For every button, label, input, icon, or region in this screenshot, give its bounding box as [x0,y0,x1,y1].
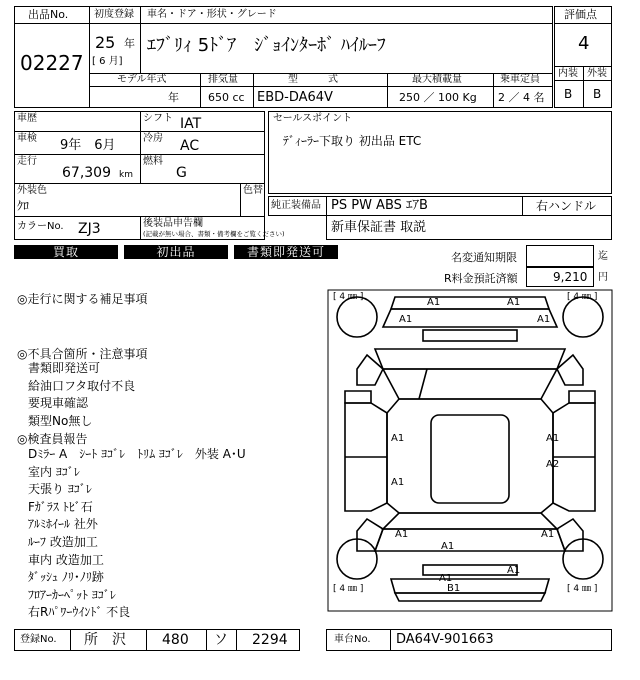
damage-mark: A1 [507,565,521,576]
wheel-front-left [337,297,377,337]
mileage-unit: km [119,170,133,180]
model-type: EBD-DA64V [257,90,333,105]
name-change-deadline-label: 名変通知期限 [451,251,517,264]
name-change-deadline-unit: 迄 [598,251,608,262]
inspector-item: ﾌﾛｱｰｶｰﾍﾟｯﾄ ﾖｺﾞﾚ [28,587,116,602]
sales-point-value: ﾃﾞｨｰﾗｰ下取り 初出品 ETC [283,134,422,148]
spec-divider-4 [493,73,494,108]
car-name-label: 車名・ドア・形状・グレード [147,9,277,20]
history-label: 車歴 [17,113,37,124]
chassis-number: DA64V-901663 [396,632,494,647]
ac-value: AC [180,138,200,154]
badge-documents-ready: 書類即発送可 [234,245,338,259]
defect-item: 書類即発送可 [28,361,101,375]
mileage-row-line [14,183,265,184]
spec-label-line [89,86,553,87]
reg-divider-3 [206,629,207,651]
car-diagram-svg [327,289,613,612]
tire-depth-rear-right: [ 4 ㎜ ] [567,584,598,594]
first-reg-label: 初度登録 [94,9,134,20]
mileage-label: 走行 [17,156,37,167]
damage-mark: A2 [546,459,560,470]
max-load: 250 ／ 100 Kg [399,91,477,104]
capacity: 2 ／ 4 名 [498,91,545,104]
front-bumper [391,297,549,309]
inspector-item: 室内 ﾖｺﾞﾚ [28,464,80,479]
color-no-value: ZJ3 [78,221,101,237]
defect-item: 要現車確認 [28,396,89,411]
rear-skirt [395,593,545,601]
registration-class: 480 [162,632,189,648]
lot-label: 出品No. [28,8,69,21]
inspector-item: 車内 改造加工 [28,552,104,567]
fuel-value: G [176,165,187,181]
spec-divider-1 [200,73,201,108]
exterior-grade: B [593,87,602,101]
defects-header: ◎不具合箇所・注意事項 [17,347,148,361]
ac-label: 冷房 [143,133,163,144]
wheel-front-right [563,297,603,337]
sales-point-label: セールスポイント [273,113,353,124]
recycle-fee-label: R料金預託済額 [444,272,518,285]
displacement: 650 cc [208,91,245,104]
tire-depth-front-left: [ 4 ㎜ ] [333,292,364,302]
car-condition-diagram [327,289,613,612]
interior-grade: B [564,87,573,101]
chassis-label: 車台No. [334,634,371,645]
inspector-item: 天張り ﾖｺﾞﾚ [28,482,92,497]
badge-first-listing: 初出品 [124,245,228,259]
hood [375,349,565,369]
warranty: 新車保証書 取説 [331,220,427,235]
tire-depth-front-right: [ 4 ㎜ ] [567,292,598,302]
damage-mark: A1 [439,573,453,584]
damage-mark: A1 [391,433,405,444]
equipment-divider-2 [522,196,523,216]
spec-divider-3 [387,73,388,108]
inspector-item: Dﾐﾗｰ A ｼｰﾄ ﾖｺﾞﾚ ﾄﾘﾑ ﾖｺﾞﾚ 外装 A･U [28,447,246,461]
registration-number: 2294 [252,632,288,648]
fuel-label: 燃料 [143,156,163,167]
damage-mark: A1 [441,541,455,552]
driving-notes-header: ◎走行に関する補足事項 [17,292,148,306]
inspector-report-list [28,446,246,622]
exterior-color-label: 外装色 [17,185,47,196]
shift-value: IAT [180,116,202,132]
model-year-unit: 年 [168,91,179,104]
interior-exterior-divider [583,66,584,108]
color-change-label: 色替 [243,185,263,196]
reg-divider-2 [146,629,147,651]
recycle-fee-value: 9,210 [553,270,588,284]
rear-window [383,513,557,529]
roof-panel [431,415,509,503]
damage-mark: A1 [395,529,409,540]
diagram-frame [328,290,612,611]
name-change-deadline-value [526,245,594,267]
first-reg-year: 25 [95,33,116,52]
displacement-label: 排気量 [208,74,238,85]
equipment-label: 純正装備品 [271,200,321,211]
damage-mark: A1 [546,433,560,444]
equipment-value: PS PW ABS ｴｱB [331,198,428,213]
inspection-label: 車検 [17,133,37,144]
registration-kana: ソ [214,632,228,648]
color-no-label: カラーNo. [17,221,64,232]
color-change-divider [240,183,241,216]
inspector-item: Fｶﾞﾗｽ ﾄﾋﾞ石 [28,499,93,514]
first-reg-year-unit: 年 [124,37,135,50]
model-year-label: モデル年式 [117,74,167,85]
first-reg-month: [ 6 月] [92,56,123,67]
damage-mark: A1 [537,314,551,325]
rear-license-area [423,565,517,575]
damage-mark: B1 [447,583,461,594]
aftermarket-label: 後装品申告欄 [143,218,203,229]
lot-number: 02227 [20,51,84,75]
damage-mark: A1 [391,477,405,488]
shift-label: シフト [143,113,173,124]
exterior-label: 外装 [587,68,607,79]
damage-mark: A1 [507,297,521,308]
reg-divider-4 [236,629,237,651]
registration-label: 登録No. [20,634,57,645]
rear-right-quarter [557,519,583,551]
roof-outer [387,399,553,513]
spec-divider-2 [253,73,254,108]
registration-area: 所 沢 [84,632,126,648]
inspector-item: ﾙｰﾌ 改造加工 [28,534,98,549]
damage-mark: A1 [541,529,555,540]
windshield [383,369,557,399]
color-no-divider [140,216,141,240]
mileage-value: 67,309 [62,165,111,181]
left-mirror [345,391,371,403]
tire-depth-rear-left: [ 4 ㎜ ] [333,584,364,594]
chassis-divider [390,629,391,651]
max-load-label: 最大積載量 [412,74,462,85]
score-value: 4 [578,33,590,54]
front-grille [423,330,517,341]
wiper-line [419,369,427,399]
inspector-report-header: ◎検査員報告 [17,432,88,446]
interior-exterior-label-line [554,80,612,81]
rear-bumper [391,579,549,593]
damage-mark: A1 [399,314,413,325]
defects-list [28,360,135,430]
defect-item: 類型No無し [28,413,93,428]
inspector-item: ｱﾙﾐﾎｲｰﾙ 社外 [28,517,98,532]
right-mirror [569,391,595,403]
capacity-label: 乗車定員 [500,74,540,85]
score-label: 評価点 [564,8,597,21]
rear-left-quarter [357,519,383,551]
equipment-divider-1 [326,196,327,216]
inspection-value: 9年 6月 [60,138,116,153]
badge-buyout: 買取 [14,245,118,259]
reg-divider-1 [70,629,71,651]
exterior-color-value: ｸﾛ [17,199,30,213]
interior-label: 内装 [558,68,578,79]
handle-side: 右ハンドル [536,199,597,213]
recycle-fee-unit: 円 [598,272,608,283]
damage-mark: A1 [427,297,441,308]
details-divider [140,111,141,183]
car-name: ｴﾌﾞﾘｨ 5ﾄﾞｱ ｼﾞｮｲﾝﾀｰﾎﾞ ﾊｲﾙｰﾌ [147,35,386,56]
aftermarket-note: (記載が無い場合、書類・備考欄をご覧ください) [143,230,285,238]
defect-item: 給油口フタ取付不良 [28,378,136,393]
type-label: 型 式 [288,74,338,85]
inspector-item: ﾀﾞｯｼｭ ﾉﾘ･ﾉﾘ跡 [28,570,104,585]
inspector-item: 右Rﾊﾟﾜｰｳｲﾝﾄﾞ 不良 [28,605,131,620]
